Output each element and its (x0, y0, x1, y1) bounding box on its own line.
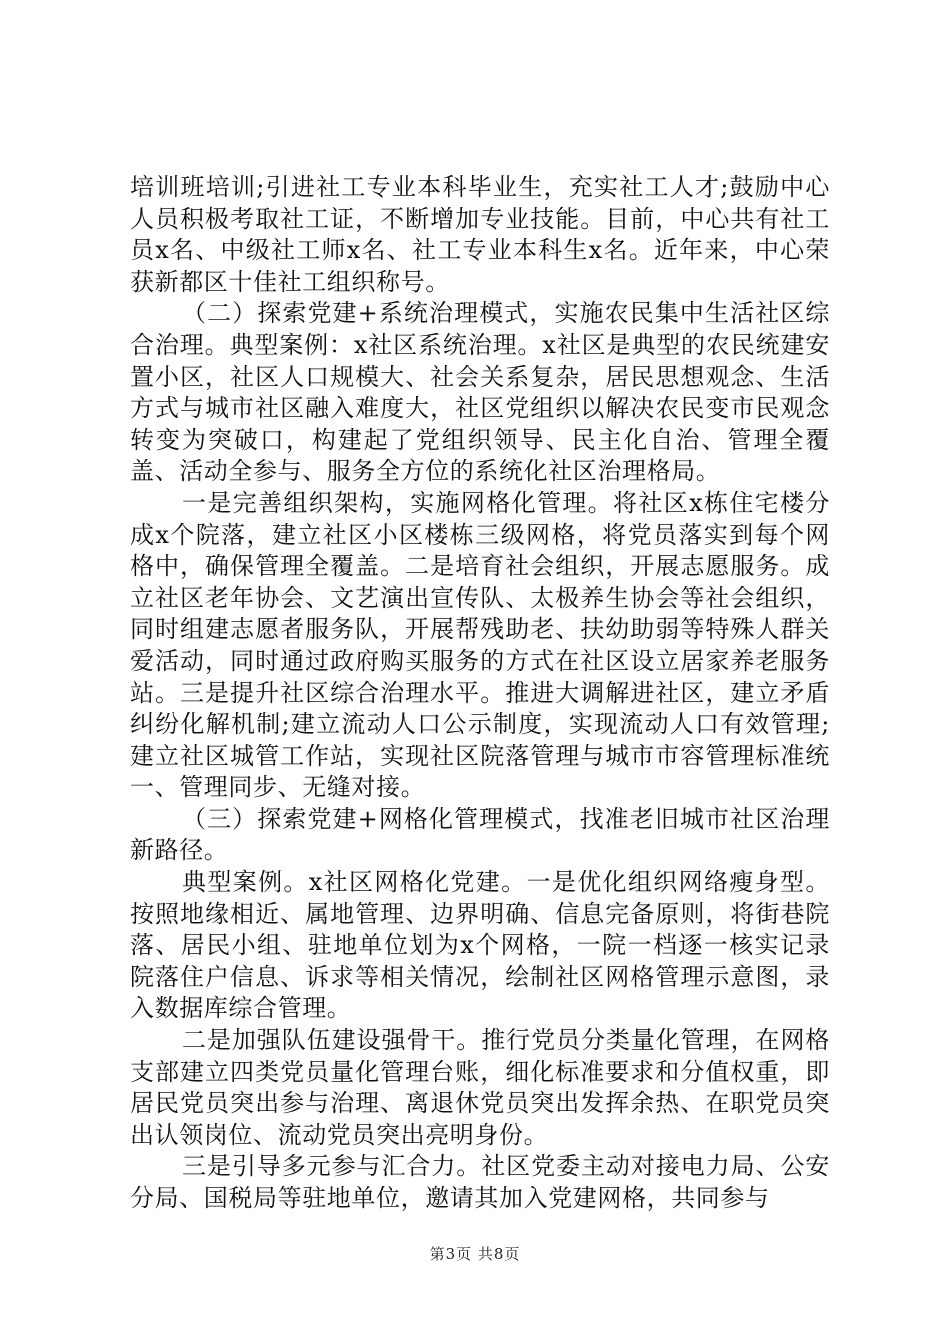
paragraph-section-two: （二）探索党建+系统治理模式，实施农民集中生活社区综合治理。典型案例：x社区系统治理。x社区是典型的农民统建安置小区，社区人口规模大、社会关系复杂，居民思想观念、生活方式与城市社区融入难度大，社区党组织以解决农民变市民观念转变为突破口，构建起了党组织领导、民主化自治、管理全覆盖、活动全参与、服务全方位的系统化社区治理格局。 (130, 299, 830, 486)
paragraph-measures: 一是完善组织架构，实施网格化管理。将社区x栋住宅楼分成x个院落，建立社区小区楼栋三级网格，将党员落实到每个网格中，确保管理全覆盖。二是培育社会组织，开展志愿服务。成立社区老年协会、文艺演出宣传队、太极养生协会等社会组织，同时组建志愿者服务队，开展帮残助老、扶幼助弱等特殊人群关爱活动，同时通过政府购买服务的方式在社区设立居家养老服务站。三是提升社区综合治理水平。推进大调解进社区，建立矛盾纠纷化解机制;建立流动人口公示制度，实现流动人口有效管理;建立社区城管工作站，实现社区院落管理与城市市容管理标准统一、管理同步、无缝对接。 (130, 488, 830, 802)
paragraph-team-building: 二是加强队伍建设强骨干。推行党员分类量化管理，在网格支部建立四类党员量化管理台账，细化标准要求和分值权重，即居民党员突出参与治理、离退休党员突出发挥余热、在职党员突出认领岗位、流动党员突出亮明身份。 (130, 1026, 830, 1149)
paragraph-section-three: （三）探索党建+网格化管理模式，找准老旧城市社区治理新路径。 (130, 804, 830, 865)
document-body (130, 172, 830, 1215)
page-footer: 第3页 共8页 (429, 1245, 521, 1263)
paragraph-typical-case: 典型案例。x社区网格化党建。一是优化组织网络瘦身型。按照地缘相近、属地管理、边界明确、信息完备原则，将街巷院落、居民小组、驻地单位划为x个网格，一院一档逐一核实记录院落住户信息、诉求等相关情况，绘制社区网格管理示意图，录入数据库综合管理。 (130, 868, 830, 1023)
paragraph-continuation: 培训班培训;引进社工专业本科毕业生，充实社工人才;鼓励中心人员积极考取社工证，不断增加专业技能。目前，中心共有社工员x名、中级社工师x名、社工专业本科生x名。近年来，中心荣获新都区十佳社工组织称号。 (130, 173, 830, 296)
paragraph-multi-participation: 三是引导多元参与汇合力。社区党委主动对接电力局、公安分局、国税局等驻地单位，邀请其加入党建网格，共同参与 (130, 1152, 830, 1212)
